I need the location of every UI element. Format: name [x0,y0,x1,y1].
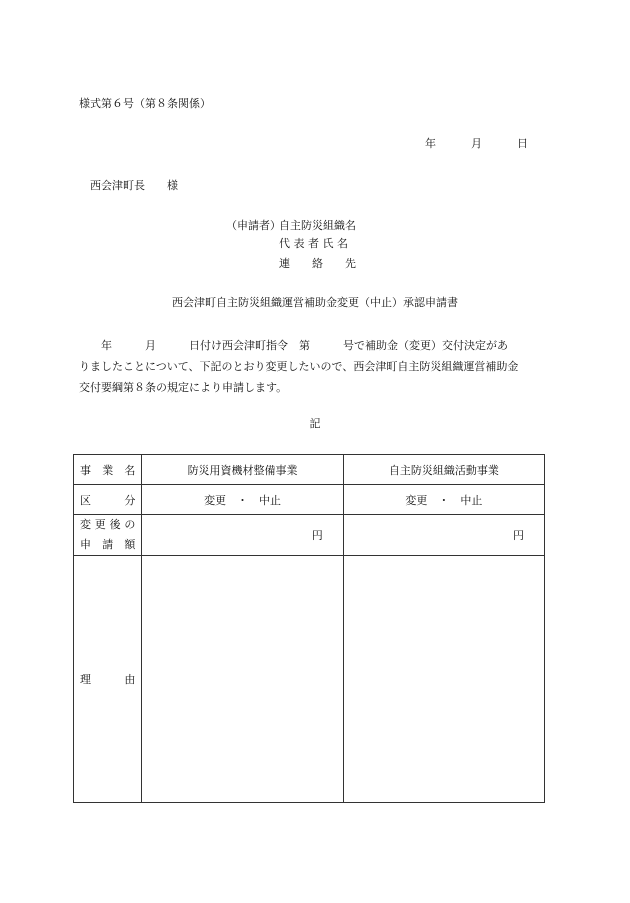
table-row-category [74,485,545,515]
label-category: 区 分 [74,485,142,515]
applicant-contact-label: 連 絡 先 [279,257,356,270]
project-a-name: 防災用資機材整備事業 [142,455,343,485]
addressee: 西会津町長 様 [90,179,178,192]
document-title: 西会津町自主防災組織運営補助金変更（中止）承認申請書 [172,296,458,309]
table-row-reason [74,556,545,803]
reason-b-field[interactable] [343,556,544,803]
reason-a-field[interactable] [142,556,343,803]
applicant-role: （申請者） [226,219,281,232]
date-year-label: 年 [425,137,436,150]
label-amount: 変 更 後 の 申 請 額 [74,515,142,556]
body-text [79,335,549,398]
label-project-name: 事 業 名 [74,455,142,485]
body-line-3: 交付要綱第８条の規定により申請します。 [79,381,288,394]
amount-b-field[interactable]: 円 [343,515,544,556]
category-a-options[interactable]: 変更 ・ 中止 [142,485,343,515]
body-line-2: りましたことについて、下記のとおり変更したいので、西会津町自主防災組織運営補助金 [79,360,519,373]
table-row-project-name [74,455,545,485]
label-reason: 理 由 [74,556,142,803]
table-row-amount [74,515,545,556]
application-table [73,454,545,803]
applicant-org-label: 自主防災組織名 [279,219,356,232]
applicant-rep-label: 代 表 者 氏 名 [279,237,348,250]
body-line-1: 年 月 日付け西会津町指令 第 号で補助金（変更）交付決定があ [79,339,508,352]
date-day-label: 日 [517,137,528,150]
date-month-label: 月 [471,137,482,150]
project-b-name: 自主防災組織活動事業 [343,455,544,485]
form-number: 様式第６号（第８条関係） [79,97,211,110]
category-b-options[interactable]: 変更 ・ 中止 [343,485,544,515]
ki-heading: 記 [309,417,321,430]
amount-a-field[interactable]: 円 [142,515,343,556]
